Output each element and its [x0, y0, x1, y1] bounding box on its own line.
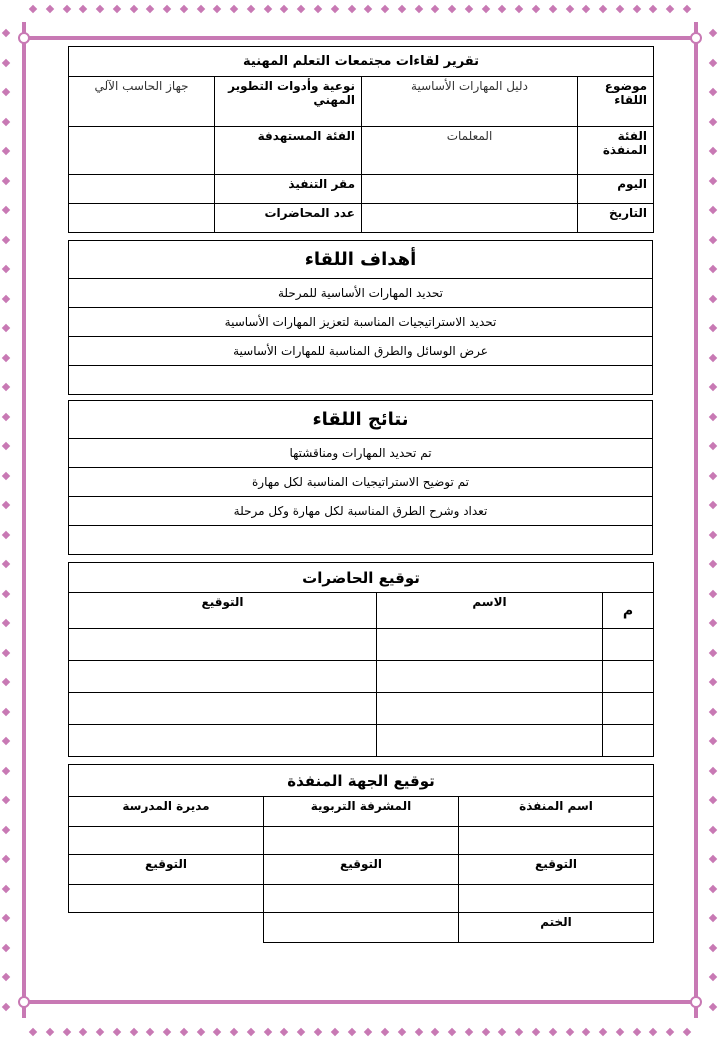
frame-diamond [2, 324, 10, 332]
frame-diamond [398, 1028, 406, 1036]
frame-diamond [709, 825, 717, 833]
results-table [68, 400, 653, 555]
frame-diamond [431, 1028, 439, 1036]
frame-diamond [498, 1028, 506, 1036]
frame-diamond [46, 1028, 54, 1036]
frame-diamond [2, 678, 10, 686]
lectures-count-value [69, 204, 215, 233]
frame-diamond [481, 5, 489, 13]
supervisor-sign-cell[interactable] [264, 885, 459, 913]
frame-diamond [29, 5, 37, 13]
frame-diamond [465, 5, 473, 13]
frame-diamond [632, 5, 640, 13]
col-name-header: الاسم [377, 593, 603, 629]
supervisor-label: المشرفة التربوية [264, 797, 459, 827]
signature-cell[interactable] [69, 693, 377, 725]
goal-item: تحديد المهارات الأساسية للمرحلة [69, 279, 653, 308]
frame-diamond [129, 5, 137, 13]
frame-diamond [79, 5, 87, 13]
frame-diamond [709, 796, 717, 804]
frame-diamond [196, 1028, 204, 1036]
frame-diamond [448, 5, 456, 13]
frame-diamond [62, 5, 70, 13]
frame-diamond [565, 1028, 573, 1036]
frame-diamond [709, 678, 717, 686]
topic-value: دليل المهارات الأساسية [362, 77, 578, 127]
table-row [69, 629, 654, 661]
frame-diamond [666, 1028, 674, 1036]
frame-right-dots [708, 30, 718, 1010]
frame-diamond [2, 58, 10, 66]
frame-diamond [180, 1028, 188, 1036]
result-item [69, 526, 653, 555]
executing-group-label: الفئة المنفذة [578, 127, 654, 175]
frame-diamond [247, 1028, 255, 1036]
frame-diamond [548, 1028, 556, 1036]
number-cell [603, 725, 654, 757]
name-cell[interactable] [377, 725, 603, 757]
frame-diamond [599, 5, 607, 13]
frame-diamond [2, 914, 10, 922]
col-number-header: م [603, 593, 654, 629]
results-title: نتائج اللقاء [69, 401, 653, 439]
frame-diamond [314, 1028, 322, 1036]
frame-diamond [709, 206, 717, 214]
frame-diamond [2, 117, 10, 125]
frame-diamond [129, 1028, 137, 1036]
frame-diamond [96, 1028, 104, 1036]
frame-diamond [2, 412, 10, 420]
frame-diamond [2, 29, 10, 37]
frame-diamond [2, 973, 10, 981]
frame-diamond [297, 1028, 305, 1036]
frame-diamond [2, 176, 10, 184]
number-cell [603, 693, 654, 725]
frame-diamond [582, 1028, 590, 1036]
frame-diamond [709, 707, 717, 715]
frame-diamond [548, 5, 556, 13]
executor-name-label: اسم المنفذة [459, 797, 654, 827]
frame-diamond [113, 5, 121, 13]
executing-group-value: المعلمات [362, 127, 578, 175]
frame-diamond [2, 235, 10, 243]
frame-diamond [381, 5, 389, 13]
frame-diamond [709, 235, 717, 243]
frame-diamond [2, 383, 10, 391]
day-value [362, 175, 578, 204]
frame-diamond [532, 1028, 540, 1036]
frame-diamond [709, 530, 717, 538]
frame-diamond [582, 5, 590, 13]
goals-title: أهداف اللقاء [69, 241, 653, 279]
stamp-area[interactable] [264, 913, 459, 943]
frame-diamond [2, 206, 10, 214]
frame-line-right [694, 22, 698, 1018]
frame-diamond [431, 5, 439, 13]
frame-diamond [163, 1028, 171, 1036]
frame-diamond [709, 943, 717, 951]
principal-name-cell[interactable] [69, 827, 264, 855]
frame-diamond [709, 471, 717, 479]
frame-diamond [2, 589, 10, 597]
frame-diamond [683, 5, 691, 13]
frame-diamond [709, 383, 717, 391]
frame-diamond [2, 943, 10, 951]
frame-diamond [709, 914, 717, 922]
result-item: تم تحديد المهارات ومناقشتها [69, 439, 653, 468]
frame-diamond [448, 1028, 456, 1036]
frame-diamond [331, 5, 339, 13]
frame-corner-bl [18, 996, 30, 1008]
frame-diamond [709, 973, 717, 981]
executor-title: توقيع الجهة المنفذة [69, 765, 654, 797]
frame-diamond [515, 5, 523, 13]
frame-diamond [709, 58, 717, 66]
frame-diamond [709, 501, 717, 509]
frame-corner-br [690, 996, 702, 1008]
venue-label: مقر التنفيذ [215, 175, 362, 204]
frame-diamond [398, 5, 406, 13]
frame-diamond [709, 265, 717, 273]
frame-diamond [709, 294, 717, 302]
frame-diamond [515, 1028, 523, 1036]
frame-diamond [709, 412, 717, 420]
table-row [69, 725, 654, 757]
frame-diamond [213, 1028, 221, 1036]
frame-diamond [2, 294, 10, 302]
number-cell [603, 661, 654, 693]
frame-diamond [683, 1028, 691, 1036]
attendees-table [68, 562, 654, 757]
executor-name-cell[interactable] [459, 827, 654, 855]
dev-tools-label: نوعية وأدوات التطوير المهني [215, 77, 362, 127]
executor-table [68, 764, 654, 943]
frame-diamond [263, 5, 271, 13]
goal-item: عرض الوسائل والطرق المناسبة للمهارات الأساسية [69, 337, 653, 366]
frame-diamond [230, 5, 238, 13]
frame-diamond [616, 5, 624, 13]
frame-diamond [709, 766, 717, 774]
table-row [69, 661, 654, 693]
frame-left-dots [1, 30, 11, 1010]
frame-diamond [632, 1028, 640, 1036]
frame-diamond [709, 324, 717, 332]
frame-diamond [364, 5, 372, 13]
principal-sign-label: التوقيع [69, 855, 264, 885]
number-cell [603, 629, 654, 661]
col-signature-header: التوقيع [69, 593, 377, 629]
frame-diamond [314, 5, 322, 13]
frame-top-dots [30, 4, 690, 14]
frame-diamond [709, 1002, 717, 1010]
supervisor-name-cell[interactable] [264, 827, 459, 855]
frame-diamond [616, 1028, 624, 1036]
report-info-table [68, 46, 654, 233]
frame-diamond [2, 619, 10, 627]
frame-diamond [381, 1028, 389, 1036]
frame-diamond [532, 5, 540, 13]
table-row [69, 693, 654, 725]
frame-diamond [649, 5, 657, 13]
frame-diamond [2, 530, 10, 538]
frame-diamond [709, 88, 717, 96]
signature-cell[interactable] [69, 725, 377, 757]
frame-diamond [331, 1028, 339, 1036]
frame-diamond [465, 1028, 473, 1036]
frame-diamond [709, 29, 717, 37]
frame-diamond [498, 5, 506, 13]
frame-diamond [2, 265, 10, 273]
frame-diamond [709, 737, 717, 745]
frame-diamond [481, 1028, 489, 1036]
frame-diamond [247, 5, 255, 13]
frame-diamond [113, 1028, 121, 1036]
frame-diamond [2, 147, 10, 155]
frame-diamond [347, 5, 355, 13]
frame-diamond [280, 1028, 288, 1036]
goal-item [69, 366, 653, 395]
frame-diamond [2, 796, 10, 804]
executor-sign-label: التوقيع [459, 855, 654, 885]
frame-diamond [666, 5, 674, 13]
frame-bottom-dots [30, 1027, 690, 1037]
frame-diamond [146, 5, 154, 13]
topic-label: موضوع اللقاء [578, 77, 654, 127]
frame-diamond [2, 1002, 10, 1010]
target-group-value [69, 127, 215, 175]
day-label: اليوم [578, 175, 654, 204]
executor-sign-cell[interactable] [459, 885, 654, 913]
frame-diamond [2, 648, 10, 656]
frame-diamond [709, 560, 717, 568]
frame-diamond [2, 825, 10, 833]
principal-sign-cell[interactable] [69, 885, 264, 913]
frame-diamond [709, 176, 717, 184]
frame-diamond [2, 707, 10, 715]
goals-table [68, 240, 653, 395]
frame-diamond [2, 855, 10, 863]
empty-cell [69, 913, 264, 943]
frame-diamond [2, 884, 10, 892]
frame-diamond [709, 648, 717, 656]
frame-diamond [709, 442, 717, 450]
frame-diamond [230, 1028, 238, 1036]
venue-value [69, 175, 215, 204]
name-cell[interactable] [377, 661, 603, 693]
frame-diamond [2, 766, 10, 774]
signature-cell[interactable] [69, 661, 377, 693]
frame-diamond [709, 884, 717, 892]
frame-corner-tr [690, 32, 702, 44]
frame-diamond [709, 619, 717, 627]
frame-diamond [2, 501, 10, 509]
frame-diamond [2, 88, 10, 96]
stamp-label: الختم [459, 913, 654, 943]
frame-diamond [2, 353, 10, 361]
frame-diamond [29, 1028, 37, 1036]
frame-diamond [709, 353, 717, 361]
frame-diamond [2, 471, 10, 479]
result-item: تعداد وشرح الطرق المناسبة لكل مهارة وكل مرحلة [69, 497, 653, 526]
frame-diamond [2, 737, 10, 745]
frame-diamond [709, 855, 717, 863]
frame-diamond [709, 117, 717, 125]
signature-cell[interactable] [69, 629, 377, 661]
report-title: تقرير لقاءات مجتمعات التعلم المهنية [69, 47, 654, 77]
frame-diamond [414, 1028, 422, 1036]
frame-diamond [263, 1028, 271, 1036]
frame-line-top [20, 36, 700, 40]
frame-diamond [297, 5, 305, 13]
date-label: التاريخ [578, 204, 654, 233]
name-cell[interactable] [377, 629, 603, 661]
frame-diamond [709, 147, 717, 155]
frame-corner-tl [18, 32, 30, 44]
frame-diamond [180, 5, 188, 13]
supervisor-sign-label: التوقيع [264, 855, 459, 885]
name-cell[interactable] [377, 693, 603, 725]
frame-diamond [96, 5, 104, 13]
frame-line-left [22, 22, 26, 1018]
frame-diamond [2, 442, 10, 450]
frame-diamond [709, 589, 717, 597]
frame-diamond [347, 1028, 355, 1036]
frame-diamond [649, 1028, 657, 1036]
attendees-title: توقيع الحاضرات [69, 563, 654, 593]
dev-tools-value: جهاز الحاسب الآلي [69, 77, 215, 127]
frame-diamond [565, 5, 573, 13]
frame-diamond [280, 5, 288, 13]
frame-diamond [163, 5, 171, 13]
frame-diamond [62, 1028, 70, 1036]
frame-diamond [414, 5, 422, 13]
frame-line-bottom [20, 1000, 700, 1004]
frame-diamond [599, 1028, 607, 1036]
frame-diamond [213, 5, 221, 13]
target-group-label: الفئة المستهدفة [215, 127, 362, 175]
lectures-count-label: عدد المحاضرات [215, 204, 362, 233]
frame-diamond [364, 1028, 372, 1036]
result-item: تم توضيح الاستراتيجيات المناسبة لكل مهارة [69, 468, 653, 497]
frame-diamond [46, 5, 54, 13]
principal-label: مديرة المدرسة [69, 797, 264, 827]
frame-diamond [146, 1028, 154, 1036]
goal-item: تحديد الاستراتيجيات المناسبة لتعزيز المهارات الأساسية [69, 308, 653, 337]
frame-diamond [79, 1028, 87, 1036]
date-value [362, 204, 578, 233]
frame-diamond [196, 5, 204, 13]
frame-diamond [2, 560, 10, 568]
